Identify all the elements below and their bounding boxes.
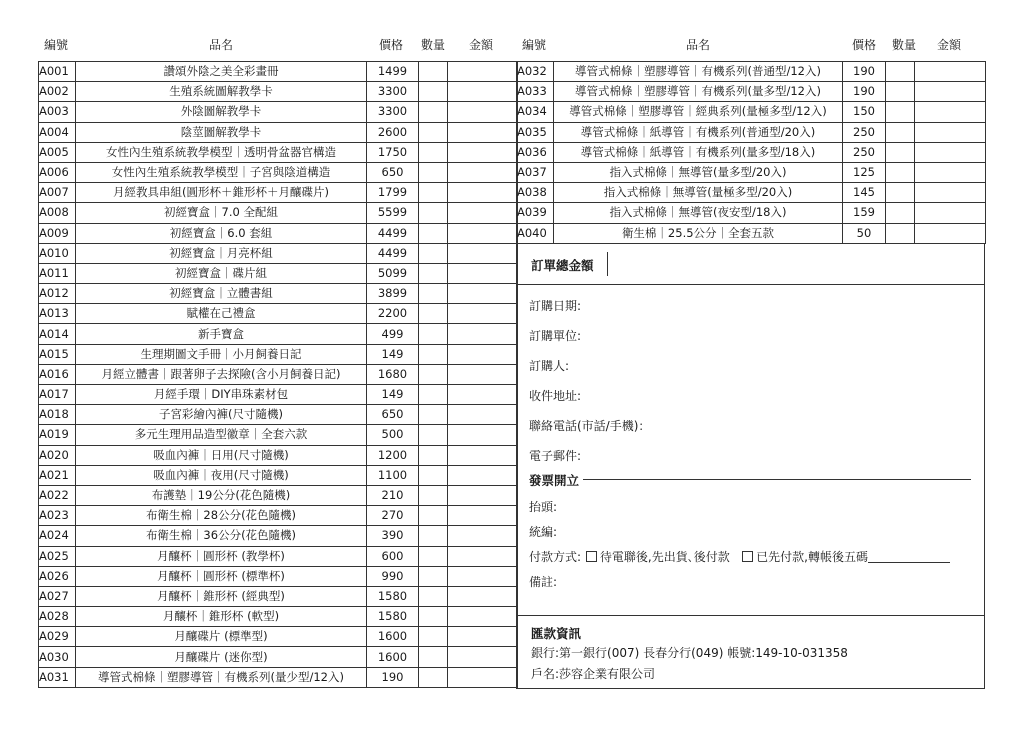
item-qty-cell[interactable] — [419, 304, 448, 324]
item-qty-cell[interactable] — [419, 566, 448, 586]
item-code: A012 — [39, 284, 76, 304]
item-amount-cell[interactable] — [448, 405, 518, 425]
item-qty-cell[interactable] — [419, 344, 448, 364]
item-code: A003 — [39, 102, 76, 122]
item-qty-cell[interactable] — [419, 465, 448, 485]
item-qty-cell[interactable] — [886, 142, 915, 162]
item-name: 導管式棉條｜塑膠導管｜經典系列(量極多型/12入) — [554, 102, 843, 122]
item-qty-cell[interactable] — [419, 385, 448, 405]
item-name: 布衛生棉｜28公分(花色隨機) — [76, 506, 367, 526]
item-amount-cell[interactable] — [448, 162, 518, 182]
table-row — [39, 485, 518, 505]
item-code: A028 — [39, 607, 76, 627]
item-qty-cell[interactable] — [419, 203, 448, 223]
item-amount-cell[interactable] — [448, 364, 518, 384]
item-price: 1100 — [367, 465, 419, 485]
item-code: A022 — [39, 485, 76, 505]
pay-later-checkbox[interactable] — [586, 551, 597, 562]
item-code: A017 — [39, 385, 76, 405]
item-name: 初經寶盒｜碟片組 — [76, 263, 367, 283]
item-qty-cell[interactable] — [419, 445, 448, 465]
item-price: 650 — [367, 162, 419, 182]
item-amount-cell[interactable] — [448, 546, 518, 566]
item-price: 50 — [843, 223, 886, 243]
item-amount-cell[interactable] — [915, 162, 986, 182]
item-qty-cell[interactable] — [886, 223, 915, 243]
item-amount-cell[interactable] — [448, 82, 518, 102]
item-code: A005 — [39, 142, 76, 162]
item-amount-cell[interactable] — [448, 102, 518, 122]
item-code: A031 — [39, 667, 76, 687]
item-qty-cell[interactable] — [419, 263, 448, 283]
item-name: 月釀杯｜圓形杯 (教學杯) — [76, 546, 367, 566]
item-price: 1750 — [367, 142, 419, 162]
item-code: A039 — [517, 203, 554, 223]
item-amount-cell[interactable] — [448, 667, 518, 687]
item-code: A040 — [517, 223, 554, 243]
item-code: A009 — [39, 223, 76, 243]
item-price: 149 — [367, 344, 419, 364]
item-code: A018 — [39, 405, 76, 425]
item-price: 990 — [367, 566, 419, 586]
item-qty-cell[interactable] — [419, 667, 448, 687]
item-price: 1200 — [367, 445, 419, 465]
item-qty-cell[interactable] — [419, 364, 448, 384]
item-name: 導管式棉條｜紙導管｜有機系列(普通型/20入) — [554, 122, 843, 142]
item-code: A032 — [517, 62, 554, 82]
table-row — [39, 445, 518, 465]
invoice-divider — [583, 479, 971, 480]
item-qty-cell[interactable] — [886, 183, 915, 203]
table-row — [517, 142, 986, 162]
item-qty-cell[interactable] — [419, 223, 448, 243]
item-code: A015 — [39, 344, 76, 364]
item-name: 初經寶盒｜立體書組 — [76, 284, 367, 304]
item-qty-cell[interactable] — [419, 162, 448, 182]
item-price: 250 — [843, 122, 886, 142]
item-code: A007 — [39, 183, 76, 203]
item-amount-cell[interactable] — [448, 263, 518, 283]
table-row — [39, 324, 518, 344]
item-qty-cell[interactable] — [419, 122, 448, 142]
product-table-right — [516, 61, 986, 244]
table-row — [39, 465, 518, 485]
table-row — [39, 546, 518, 566]
item-name: 初經寶盒｜7.0 全配組 — [76, 203, 367, 223]
item-name: 指入式棉條｜無導管(量多型/20入) — [554, 162, 843, 182]
item-name: 多元生理用品造型徽章｜全套六款 — [76, 425, 367, 445]
item-price: 2200 — [367, 304, 419, 324]
item-amount-cell[interactable] — [448, 62, 518, 82]
item-price: 1580 — [367, 586, 419, 606]
item-name: 布護墊｜19公分(花色隨機) — [76, 485, 367, 505]
item-name: 讚頌外陰之美全彩畫冊 — [76, 62, 367, 82]
item-price: 650 — [367, 405, 419, 425]
item-amount-cell[interactable] — [448, 627, 518, 647]
shipping-address-label: 收件地址: — [529, 389, 582, 403]
item-qty-cell[interactable] — [886, 82, 915, 102]
item-qty-cell[interactable] — [886, 122, 915, 142]
item-qty-cell[interactable] — [419, 243, 448, 263]
item-amount-cell[interactable] — [448, 223, 518, 243]
item-amount-cell[interactable] — [915, 62, 986, 82]
pay-later-option-label: 待電聯後,先出貨､後付款 — [599, 550, 730, 564]
order-unit-label: 訂購單位: — [529, 329, 582, 343]
header-price-right: 價格 — [852, 38, 877, 52]
table-row — [39, 647, 518, 667]
item-code: A019 — [39, 425, 76, 445]
table-row — [39, 62, 518, 82]
item-price: 159 — [843, 203, 886, 223]
item-amount-cell[interactable] — [915, 142, 986, 162]
bank-info-title: 匯款資訊 — [531, 626, 582, 641]
item-code: A030 — [39, 647, 76, 667]
table-row — [517, 82, 986, 102]
item-amount-cell[interactable] — [915, 102, 986, 122]
table-row — [517, 183, 986, 203]
item-name: 月釀杯｜圓形杯 (標準杯) — [76, 566, 367, 586]
item-name: 導管式棉條｜塑膠導管｜有機系列(普通型/12入) — [554, 62, 843, 82]
table-row — [39, 284, 518, 304]
item-amount-cell[interactable] — [448, 506, 518, 526]
item-qty-cell[interactable] — [886, 162, 915, 182]
item-code: A020 — [39, 445, 76, 465]
item-qty-cell[interactable] — [419, 102, 448, 122]
item-code: A035 — [517, 122, 554, 142]
header-qty-left: 數量 — [421, 38, 446, 52]
header-code-right: 編號 — [522, 38, 547, 52]
item-price: 150 — [843, 102, 886, 122]
item-name: 初經寶盒｜6.0 套組 — [76, 223, 367, 243]
item-name: 外陰圖解教學卡 — [76, 102, 367, 122]
item-code: A021 — [39, 465, 76, 485]
tax-id-label: 統編: — [529, 525, 558, 539]
table-row — [39, 203, 518, 223]
item-amount-cell[interactable] — [915, 82, 986, 102]
item-amount-cell[interactable] — [448, 485, 518, 505]
item-code: A002 — [39, 82, 76, 102]
item-code: A027 — [39, 586, 76, 606]
table-row — [39, 344, 518, 364]
item-code: A008 — [39, 203, 76, 223]
item-qty-cell[interactable] — [419, 647, 448, 667]
bank-account-line: 銀行:第一銀行(007) 長春分行(049) 帳號:149-10-031358 — [531, 646, 848, 660]
table-row — [39, 607, 518, 627]
prepaid-checkbox[interactable] — [742, 551, 753, 562]
table-row — [39, 243, 518, 263]
item-name: 月釀碟片 (標準型) — [76, 627, 367, 647]
item-price: 190 — [843, 82, 886, 102]
bank-divider — [517, 615, 984, 616]
item-code: A010 — [39, 243, 76, 263]
table-row — [517, 162, 986, 182]
item-price: 4499 — [367, 223, 419, 243]
item-qty-cell[interactable] — [886, 203, 915, 223]
order-panel — [516, 243, 985, 689]
item-name: 月經立體書｜跟著卵子去探險(含小月飼養日記) — [76, 364, 367, 384]
item-price: 3300 — [367, 82, 419, 102]
table-row — [39, 506, 518, 526]
item-code: A013 — [39, 304, 76, 324]
table-row — [39, 162, 518, 182]
item-code: A014 — [39, 324, 76, 344]
notes-label: 備註: — [529, 575, 558, 589]
item-name: 月經手環｜DIY串珠素材包 — [76, 385, 367, 405]
item-amount-cell[interactable] — [915, 223, 986, 243]
table-row — [39, 364, 518, 384]
item-name: 導管式棉條｜塑膠導管｜有機系列(量少型/12入) — [76, 667, 367, 687]
item-amount-cell[interactable] — [915, 203, 986, 223]
item-price: 145 — [843, 183, 886, 203]
item-amount-cell[interactable] — [448, 304, 518, 324]
item-amount-cell[interactable] — [448, 243, 518, 263]
phone-label: 聯絡電話(市話/手機)： — [529, 419, 651, 433]
table-row — [517, 223, 986, 243]
item-qty-cell[interactable] — [419, 324, 448, 344]
item-name: 月釀杯｜錐形杯 (軟型) — [76, 607, 367, 627]
header-name-right: 品名 — [686, 38, 711, 52]
table-row — [39, 183, 518, 203]
transfer-code-blank[interactable] — [868, 552, 950, 563]
item-name: 女性內生殖系統教學模型｜透明骨盆器官構造 — [76, 142, 367, 162]
item-code: A033 — [517, 82, 554, 102]
item-name: 月釀杯｜錐形杯 (經典型) — [76, 586, 367, 606]
table-row — [39, 627, 518, 647]
prepaid-option-label: 已先付款,轉帳後五碼 — [756, 550, 868, 564]
item-amount-cell[interactable] — [448, 425, 518, 445]
item-price: 390 — [367, 526, 419, 546]
table-row — [39, 667, 518, 687]
item-qty-cell[interactable] — [419, 284, 448, 304]
item-code: A036 — [517, 142, 554, 162]
invoice-title: 發票開立 — [529, 473, 580, 488]
item-name: 指入式棉條｜無導管(量極多型/20入) — [554, 183, 843, 203]
item-name: 生理期圖文手冊｜小月飼養日記 — [76, 344, 367, 364]
email-label: 電子郵件: — [529, 449, 582, 463]
bank-account-name-line: 戶名:莎容企業有限公司 — [531, 667, 656, 681]
item-name: 陰莖圖解教學卡 — [76, 122, 367, 142]
header-price-left: 價格 — [379, 38, 404, 52]
invoice-header-label: 抬頭: — [529, 500, 558, 514]
table-row — [39, 142, 518, 162]
header-amount-left: 金額 — [469, 38, 494, 52]
table-row — [517, 203, 986, 223]
payment-method-row — [529, 548, 950, 565]
item-price: 1680 — [367, 364, 419, 384]
table-row — [39, 102, 518, 122]
item-qty-cell[interactable] — [419, 405, 448, 425]
item-qty-cell[interactable] — [886, 102, 915, 122]
table-row — [39, 586, 518, 606]
header-code-left: 編號 — [44, 38, 69, 52]
item-price: 149 — [367, 385, 419, 405]
item-price: 5099 — [367, 263, 419, 283]
item-qty-cell[interactable] — [419, 142, 448, 162]
order-total-divider — [607, 252, 608, 276]
payment-method-label: 付款方式: — [529, 550, 582, 564]
table-row — [39, 425, 518, 445]
item-name: 布衛生棉｜36公分(花色隨機) — [76, 526, 367, 546]
item-qty-cell[interactable] — [419, 506, 448, 526]
item-code: A038 — [517, 183, 554, 203]
item-price: 5599 — [367, 203, 419, 223]
table-row — [517, 122, 986, 142]
table-row — [39, 566, 518, 586]
item-name: 吸血內褲｜日用(尺寸隨機) — [76, 445, 367, 465]
item-amount-cell[interactable] — [448, 183, 518, 203]
item-price: 125 — [843, 162, 886, 182]
item-qty-cell[interactable] — [419, 526, 448, 546]
item-qty-cell[interactable] — [886, 62, 915, 82]
item-name: 賦權在己禮盒 — [76, 304, 367, 324]
table-row — [39, 82, 518, 102]
item-amount-cell[interactable] — [448, 647, 518, 667]
product-table-left — [38, 61, 518, 688]
item-price: 190 — [367, 667, 419, 687]
item-code: A001 — [39, 62, 76, 82]
item-code: A029 — [39, 627, 76, 647]
item-amount-cell[interactable] — [448, 344, 518, 364]
table-row — [39, 304, 518, 324]
item-amount-cell[interactable] — [448, 465, 518, 485]
item-price: 1580 — [367, 607, 419, 627]
item-amount-cell[interactable] — [448, 122, 518, 142]
item-code: A023 — [39, 506, 76, 526]
item-price: 1499 — [367, 62, 419, 82]
item-qty-cell[interactable] — [419, 586, 448, 606]
item-name: 生殖系統圖解教學卡 — [76, 82, 367, 102]
item-amount-cell[interactable] — [448, 385, 518, 405]
table-row — [517, 102, 986, 122]
item-price: 600 — [367, 546, 419, 566]
item-qty-cell[interactable] — [419, 183, 448, 203]
item-name: 月經教具串組(圓形杯＋錐形杯＋月釀碟片) — [76, 183, 367, 203]
table-row — [39, 405, 518, 425]
orderer-label: 訂購人: — [529, 359, 570, 373]
item-amount-cell[interactable] — [448, 142, 518, 162]
item-name: 新手寶盒 — [76, 324, 367, 344]
table-row — [39, 526, 518, 546]
item-amount-cell[interactable] — [915, 122, 986, 142]
item-qty-cell[interactable] — [419, 425, 448, 445]
table-row — [39, 223, 518, 243]
order-total-label: 訂單總金額 — [531, 258, 594, 273]
item-code: A016 — [39, 364, 76, 384]
item-code: A026 — [39, 566, 76, 586]
item-name: 初經寶盒｜月亮杯組 — [76, 243, 367, 263]
header-amount-right: 金額 — [937, 38, 962, 52]
item-name: 子宮彩繪內褲(尺寸隨機) — [76, 405, 367, 425]
item-amount-cell[interactable] — [448, 445, 518, 465]
item-price: 1799 — [367, 183, 419, 203]
item-price: 1600 — [367, 627, 419, 647]
item-price: 499 — [367, 324, 419, 344]
item-code: A011 — [39, 263, 76, 283]
item-amount-cell[interactable] — [448, 586, 518, 606]
item-price: 500 — [367, 425, 419, 445]
table-row — [39, 385, 518, 405]
item-price: 190 — [843, 62, 886, 82]
item-qty-cell[interactable] — [419, 546, 448, 566]
item-code: A006 — [39, 162, 76, 182]
item-code: A037 — [517, 162, 554, 182]
item-code: A024 — [39, 526, 76, 546]
item-qty-cell[interactable] — [419, 62, 448, 82]
item-price: 1600 — [367, 647, 419, 667]
item-amount-cell[interactable] — [448, 607, 518, 627]
item-amount-cell[interactable] — [915, 183, 986, 203]
table-row — [517, 62, 986, 82]
item-amount-cell[interactable] — [448, 284, 518, 304]
item-price: 4499 — [367, 243, 419, 263]
header-qty-right: 數量 — [892, 38, 917, 52]
item-qty-cell[interactable] — [419, 485, 448, 505]
item-amount-cell[interactable] — [448, 526, 518, 546]
item-price: 3899 — [367, 284, 419, 304]
item-amount-cell[interactable] — [448, 203, 518, 223]
item-price: 2600 — [367, 122, 419, 142]
order-date-label: 訂購日期: — [529, 299, 582, 313]
item-price: 270 — [367, 506, 419, 526]
item-name: 女性內生殖系統教學模型｜子宮與陰道構造 — [76, 162, 367, 182]
item-qty-cell[interactable] — [419, 607, 448, 627]
item-name: 導管式棉條｜紙導管｜有機系列(量多型/18入) — [554, 142, 843, 162]
item-name: 衛生棉｜25.5公分｜全套五款 — [554, 223, 843, 243]
item-code: A025 — [39, 546, 76, 566]
item-name: 導管式棉條｜塑膠導管｜有機系列(量多型/12入) — [554, 82, 843, 102]
table-row — [39, 263, 518, 283]
order-total-row — [517, 243, 984, 285]
item-name: 指入式棉條｜無導管(夜安型/18入) — [554, 203, 843, 223]
item-qty-cell[interactable] — [419, 82, 448, 102]
item-qty-cell[interactable] — [419, 627, 448, 647]
header-name-left: 品名 — [209, 38, 234, 52]
item-price: 3300 — [367, 102, 419, 122]
item-amount-cell[interactable] — [448, 324, 518, 344]
table-row — [39, 122, 518, 142]
item-code: A004 — [39, 122, 76, 142]
item-price: 210 — [367, 485, 419, 505]
item-code: A034 — [517, 102, 554, 122]
item-name: 月釀碟片 (迷你型) — [76, 647, 367, 667]
item-amount-cell[interactable] — [448, 566, 518, 586]
item-name: 吸血內褲｜夜用(尺寸隨機) — [76, 465, 367, 485]
item-price: 250 — [843, 142, 886, 162]
